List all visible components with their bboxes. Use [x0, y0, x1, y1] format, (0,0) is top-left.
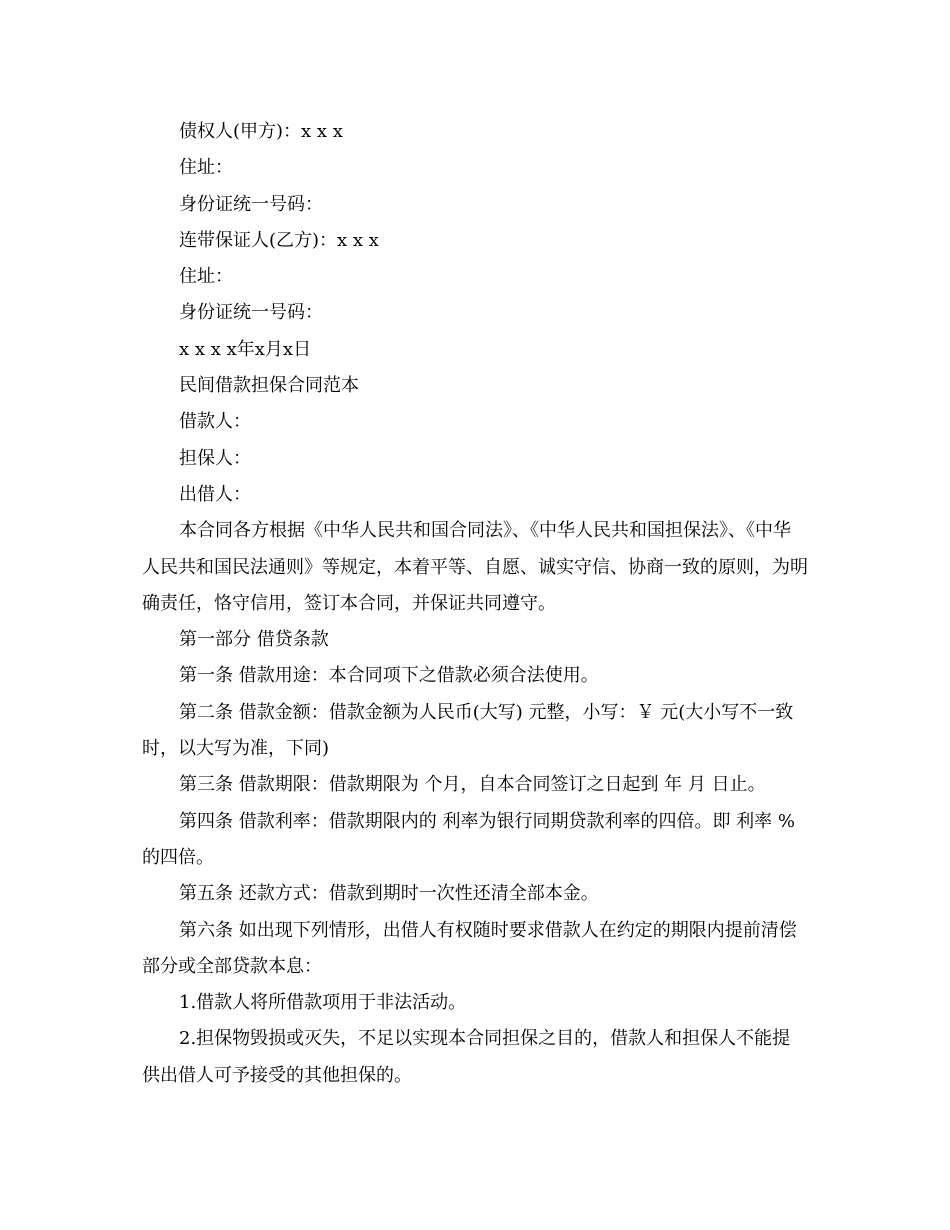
date-line: x x x x年x月x日: [179, 338, 312, 360]
part-one-heading: 第一部分 借贷条款: [179, 629, 329, 651]
creditor-line: 债权人(甲方)：x x x: [179, 121, 343, 142]
borrower-line: 借款人：: [179, 411, 251, 433]
article-4: 第四条 借款利率：借款期限内的 利率为银行同期贷款利率的四倍。即 利率 %的四倍。: [142, 810, 795, 868]
article-3: 第三条 借款期限：借款期限为 个月，自本合同签订之日起到 年 月 日止。: [179, 774, 766, 796]
article-5: 第五条 还款方式：借款到期时一次性还清全部本金。: [179, 883, 599, 905]
article-2: 第二条 借款金额：借款金额为人民币(大写) 元整，小写：￥ 元(大小写不一致时，以大写为准，下同): [142, 701, 794, 760]
article-6: 第六条 如出现下列情形，出借人有权随时要求借款人在约定的期限内提前清偿部分或全部贷款本息：: [142, 919, 797, 977]
creditor-id-line: 身份证统一号码：: [179, 193, 323, 215]
guarantor-line: 连带保证人(乙方)：x x x: [179, 229, 379, 251]
preamble-paragraph: 本合同各方根据《中华人民共和国合同法》、《中华人民共和国担保法》、《中华人民共和国民法通则》等规定，本着平等、自愿、诚实守信、协商一致的原则，为明确责任，恪守信用，签订本合同，并保证共同遵守。: [142, 520, 808, 614]
article-1: 第一条 借款用途：本合同项下之借款必须合法使用。: [179, 665, 599, 687]
creditor-address-line: 住址：: [179, 157, 233, 179]
guarantor-id-line: 身份证统一号码：: [179, 302, 323, 324]
document-title: 民间借款担保合同范本: [179, 375, 359, 397]
lender-line: 出借人：: [179, 483, 251, 505]
document-body: [142, 114, 808, 1094]
article-6-item-1: 1.借款人将所借款项用于非法活动。: [179, 992, 467, 1014]
surety-line: 担保人：: [179, 447, 251, 469]
article-6-item-2: 2.担保物毁损或灭失，不足以实现本合同担保之目的，借款人和担保人不能提供出借人可予接受的其他担保的。: [142, 1028, 791, 1086]
guarantor-address-line: 住址：: [179, 266, 233, 288]
